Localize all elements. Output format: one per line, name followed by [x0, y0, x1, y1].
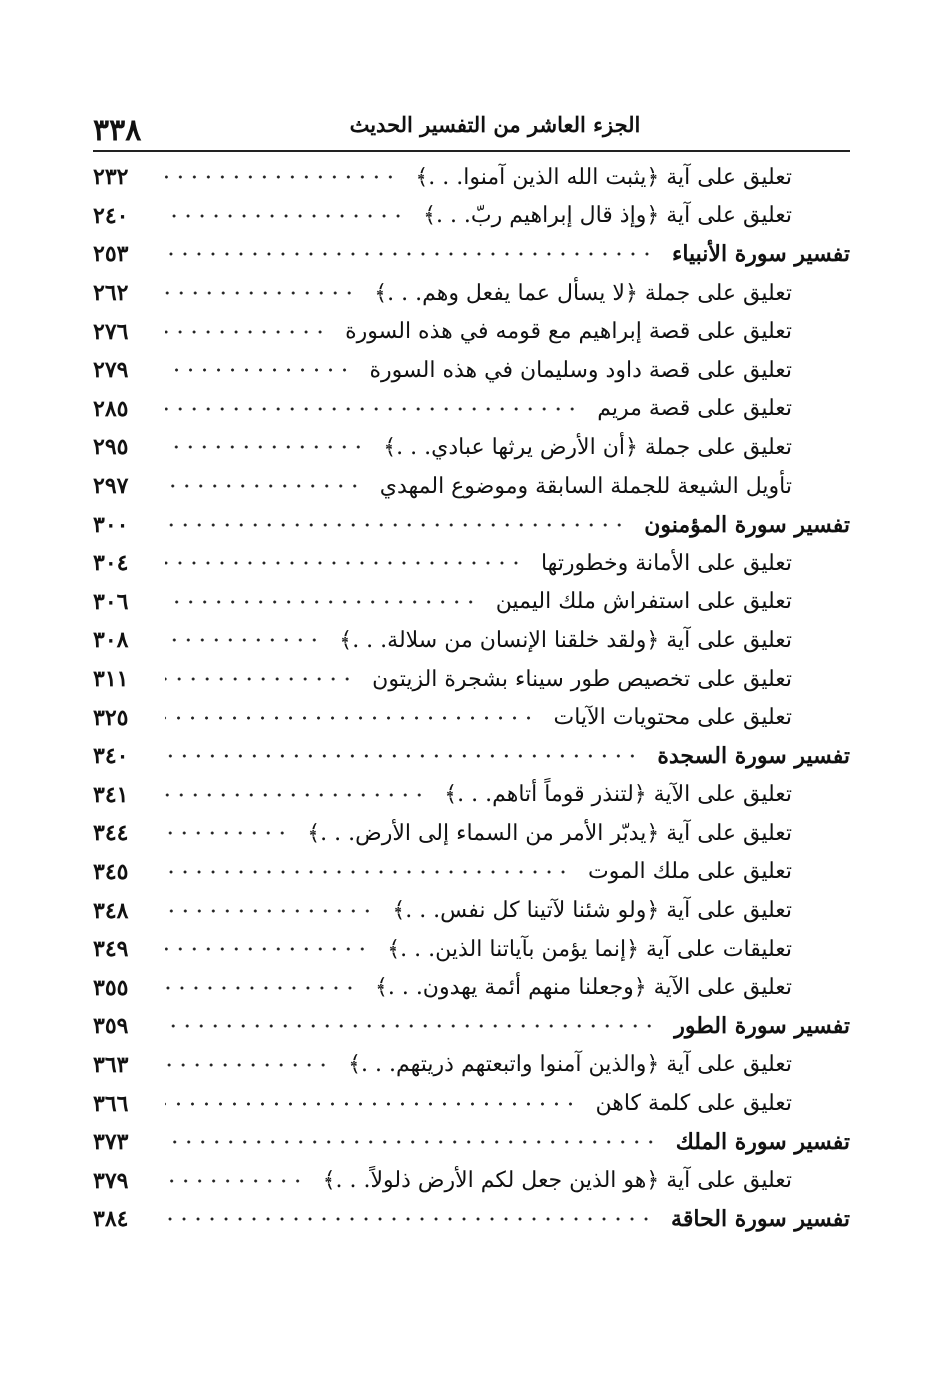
toc-entry-page-number: ٣٨٤	[93, 1206, 129, 1233]
dot-leader	[165, 1178, 305, 1184]
toc-entry-title: تعليق على قصة إبراهيم مع قومه في هذه السورة	[345, 319, 792, 345]
dot-leader	[165, 1101, 577, 1107]
dot-leader	[165, 908, 374, 914]
toc-entry-title: تعليقات على آية ﴿إنما يؤمن بآياتنا الذين. . .﴾	[387, 936, 792, 962]
dot-leader	[165, 329, 327, 335]
toc-entry-page-number: ٢٧٦	[93, 318, 129, 345]
toc-entry	[93, 968, 850, 1007]
dot-leader	[165, 1023, 656, 1029]
dot-leader	[165, 444, 365, 450]
dot-leader	[165, 599, 478, 605]
toc-surah-entry	[93, 235, 850, 274]
toc-entry	[93, 930, 850, 969]
toc-surah-entry	[93, 1007, 850, 1046]
toc-entry-page-number: ٢٦٢	[93, 280, 129, 307]
toc-entry-page-number: ٣٤٠	[93, 743, 129, 770]
toc-entry-title: تفسير سورة السجدة	[657, 743, 850, 770]
toc-entry-title: تعليق على الآية ﴿وجعلنا منهم أئمة يهدون. . .﴾	[374, 975, 792, 1001]
toc-entry-page-number: ٣٠٦	[93, 588, 129, 615]
toc-entry-page-number: ٣٧٣	[93, 1129, 129, 1156]
toc-entry-title: تعليق على آية ﴿يثبت الله الذين آمنوا. . .﴾	[415, 164, 792, 190]
toc-entry	[93, 544, 850, 583]
toc-entry	[93, 1046, 850, 1085]
toc-entry-page-number: ٣٤١	[93, 781, 129, 808]
toc-surah-entry	[93, 1123, 850, 1162]
toc-entry	[93, 1161, 850, 1200]
dot-leader	[165, 522, 626, 528]
dot-leader	[165, 985, 357, 991]
dot-leader	[165, 1216, 653, 1222]
toc-entry-page-number: ٣٠٠	[93, 511, 129, 538]
dot-leader	[165, 406, 579, 412]
toc-entry-page-number: ٣٠٨	[93, 627, 129, 654]
toc-entry-title: تعليق على آية ﴿ولو شئنا لآتينا كل نفس. . .﴾	[392, 898, 792, 924]
toc-surah-entry	[93, 505, 850, 544]
toc-entry-page-number: ٣٦٣	[93, 1051, 129, 1078]
toc-entry	[93, 698, 850, 737]
dot-leader	[165, 946, 369, 952]
toc-entry	[93, 660, 850, 699]
toc-entry-title: تعليق على قصة مريم	[597, 396, 792, 422]
toc-entry	[93, 197, 850, 236]
toc-entry-page-number: ٣٥٥	[93, 974, 129, 1001]
toc-entry-page-number: ٢٥٣	[93, 241, 129, 268]
dot-leader	[165, 1062, 330, 1068]
dot-leader	[165, 1139, 658, 1145]
toc-entry-title: تعليق على آية ﴿هو الذين جعل لكم الأرض ذلولاً. . .﴾	[322, 1168, 792, 1194]
toc-entry-page-number: ٢٨٥	[93, 395, 129, 422]
toc-entry-page-number: ٣٤٨	[93, 897, 129, 924]
dot-leader	[165, 213, 405, 219]
page-number: ٣٣٨	[93, 113, 142, 148]
toc-entry-title: تعليق على آية ﴿والذين آمنوا واتبعتهم ذريتهم. . .﴾	[348, 1052, 792, 1078]
toc-entry-page-number: ٣٠٤	[93, 550, 129, 577]
dot-leader	[165, 637, 321, 643]
toc-entry-title: تعليق على محتويات الآيات	[553, 705, 792, 731]
toc-entry-title: تفسير سورة الطور	[674, 1013, 850, 1040]
dot-leader	[165, 560, 523, 566]
toc-entry-page-number: ٢٣٢	[93, 164, 129, 191]
toc-entry-page-number: ٣٢٥	[93, 704, 129, 731]
toc-entry	[93, 776, 850, 815]
toc-entry-title: تعليق على كلمة كاهن	[595, 1091, 792, 1117]
toc-entry-title: تفسير سورة الأنبياء	[671, 241, 850, 268]
toc-entry-page-number: ٣٤٤	[93, 820, 129, 847]
toc-entry	[93, 891, 850, 930]
toc-entry-page-number: ٣٤٩	[93, 936, 129, 963]
toc-entry-title: تعليق على جملة ﴿لا يسأل عما يفعل وهم. . .﴾	[374, 280, 792, 306]
toc-entry-page-number: ٢٤٠	[93, 202, 129, 229]
dot-leader	[165, 290, 356, 296]
toc-entry-title: تعليق على آية ﴿وإذ قال إبراهيم ربّ. . .﴾	[423, 203, 792, 229]
toc-surah-entry	[93, 1200, 850, 1239]
toc-entry-title: تفسير سورة الحاقة	[671, 1206, 850, 1233]
toc-entry-title: تعليق على الآية ﴿لتنذر قوماً أتاهم. . .﴾	[444, 782, 792, 808]
table-of-contents	[93, 158, 850, 1239]
toc-surah-entry	[93, 737, 850, 776]
running-title: الجزء العاشر من التفسير الحديث	[349, 112, 641, 137]
toc-entry-title: تعليق على قصة داود وسليمان في هذه السورة	[369, 357, 792, 383]
dot-leader	[165, 174, 397, 180]
toc-entry-title: تفسير سورة المؤمنون	[644, 511, 850, 538]
toc-entry-page-number: ٣١١	[93, 666, 129, 693]
toc-entry-title: تعليق على آية ﴿يدبّر الأمر من السماء إلى الأرض. . .﴾	[307, 820, 792, 846]
dot-leader	[165, 367, 352, 373]
toc-entry	[93, 351, 850, 390]
toc-entry-title: تعليق على استفراش ملك اليمين	[495, 589, 792, 615]
dot-leader	[165, 715, 536, 721]
toc-entry	[93, 274, 850, 313]
toc-entry	[93, 1084, 850, 1123]
toc-entry	[93, 390, 850, 429]
toc-entry-page-number: ٢٧٩	[93, 357, 129, 384]
toc-entry-title: تعليق على ملك الموت	[588, 859, 792, 885]
dot-leader	[165, 830, 289, 836]
dot-leader	[165, 251, 654, 257]
toc-entry	[93, 467, 850, 506]
dot-leader	[165, 869, 570, 875]
dot-leader	[165, 676, 354, 682]
toc-entry	[93, 583, 850, 622]
toc-entry-page-number: ٣٤٥	[93, 858, 129, 885]
toc-entry-page-number: ٣٦٦	[93, 1090, 129, 1117]
toc-entry-title: تعليق على آية ﴿ولقد خلقنا الإنسان من سلالة. . .﴾	[339, 627, 792, 653]
toc-entry-title: تعليق على تخصيص طور سيناء بشجرة الزيتون	[372, 666, 792, 692]
toc-entry-title: تفسير سورة الملك	[675, 1129, 850, 1156]
toc-entry-page-number: ٢٩٥	[93, 434, 129, 461]
header-rule	[93, 150, 850, 152]
toc-entry-page-number: ٢٩٧	[93, 473, 129, 500]
toc-entry	[93, 853, 850, 892]
dot-leader	[165, 792, 426, 798]
toc-entry	[93, 814, 850, 853]
toc-entry-page-number: ٣٧٩	[93, 1167, 129, 1194]
toc-entry-title: تأويل الشيعة للجملة السابقة وموضوع المهدي	[379, 473, 792, 499]
dot-leader	[165, 753, 639, 759]
toc-entry	[93, 621, 850, 660]
toc-entry-page-number: ٣٥٩	[93, 1013, 129, 1040]
toc-entry-title: تعليق على الأمانة وخطورتها	[540, 550, 792, 576]
toc-entry	[93, 428, 850, 467]
toc-entry-title: تعليق على جملة ﴿أن الأرض يرثها عبادي. . .﴾	[383, 434, 792, 460]
toc-entry	[93, 312, 850, 351]
dot-leader	[165, 483, 362, 489]
toc-entry	[93, 158, 850, 197]
